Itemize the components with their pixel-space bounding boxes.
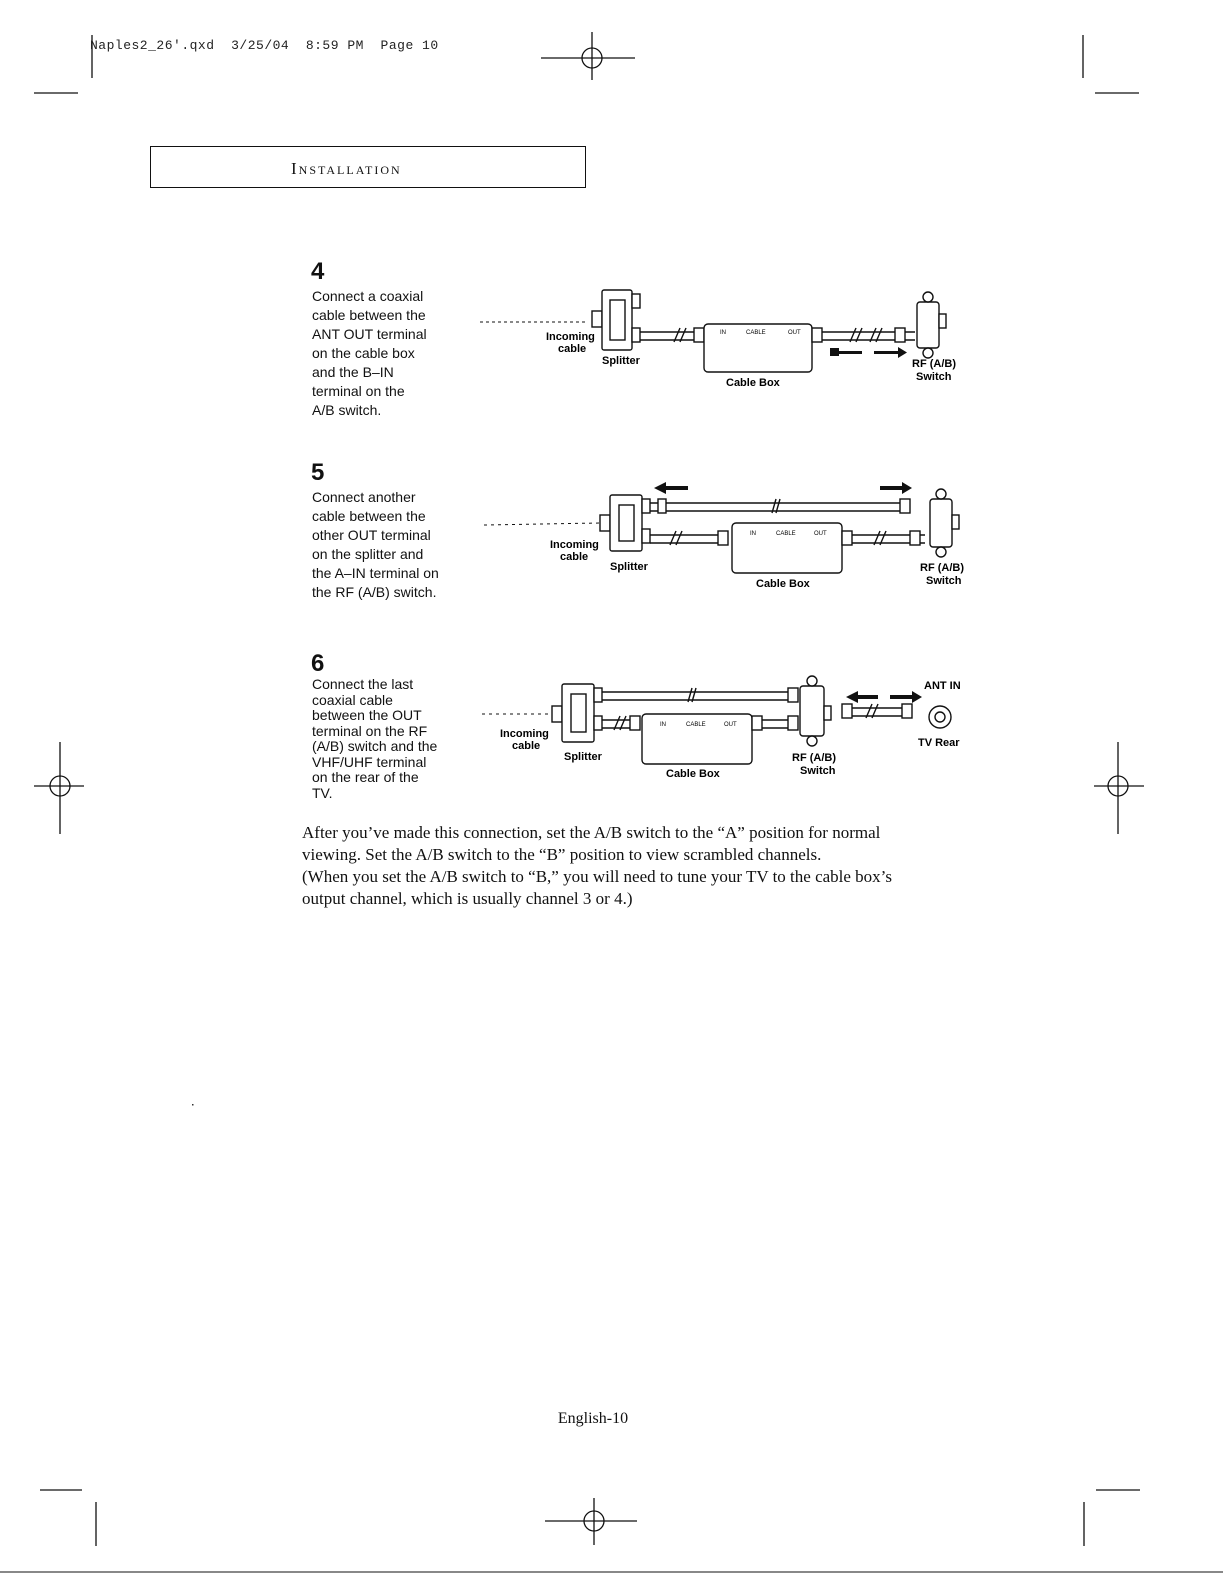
paragraph-line: (When you set the A/B switch to “B,” you will need to tune your TV to the cable box’s [302,867,893,886]
switch-label: Switch [916,371,952,383]
paragraph-line: output channel, which is usually channel 3 or 4.) [302,889,633,908]
arrow-right-icon [890,691,922,703]
step-number: 5 [311,459,325,486]
text-line: and the B–IN [312,364,394,380]
rf-switch-icon [917,302,939,348]
incoming-label: Incoming [500,728,549,740]
cable-box-label: Cable Box [726,377,780,389]
cable-box-label: Cable Box [756,578,810,590]
page-number: English-10 [557,1410,629,1427]
text-line: on the rear of the [312,769,419,785]
arrow-left-icon [830,348,862,356]
text-line: terminal on the RF [312,722,428,739]
box-in-label: IN [720,330,726,336]
text-line: (A/B) switch and the [312,738,438,754]
step-instructions [312,287,462,420]
box-cable-label: CABLE [776,531,796,537]
text-line: Connect another [312,489,416,505]
switch-label: Switch [926,575,962,587]
box-in-label: IN [750,531,756,537]
text-line: terminal on the [312,383,405,399]
section-title: Installation [291,159,402,178]
connection-diagram [470,280,990,395]
arrow-left-icon [846,691,878,703]
text-line: between the OUT [312,707,422,723]
text-line: the A–IN terminal on [312,565,439,581]
box-out-label: OUT [724,722,737,728]
splitter-label: Splitter [602,355,640,367]
section-header-box [150,146,586,188]
rf-label: RF (A/B) [920,562,964,574]
box-out-label: OUT [788,330,801,336]
incoming-label: Incoming [550,539,599,551]
rf-label: RF (A/B) [912,358,956,370]
text-line: TV. [312,784,333,801]
box-in-label: IN [660,722,666,728]
text-line: Connect the last [312,676,414,692]
paragraph-line: After you’ve made this connection, set the A/B switch to the “A” position for normal [302,823,881,842]
arrow-left-icon [654,482,688,494]
box-cable-label: CABLE [746,330,766,336]
text-line: VHF/UHF terminal [312,753,427,770]
cable-box-label: Cable Box [666,768,720,780]
paragraph-line: viewing. Set the A/B switch to the “B” position to view scrambled channels. [302,845,822,864]
arrow-right-icon [874,347,907,358]
file-slug: Naples2_26'.qxd 3/25/04 8:59 PM Page 10 [90,38,439,53]
box-out-label: OUT [814,531,827,537]
text-line: other OUT terminal [312,527,431,543]
arrow-right-icon [880,482,912,494]
text-line: ANT OUT terminal [312,326,427,342]
tv-rear-label: TV Rear [918,737,960,749]
step-instructions [312,677,472,801]
text-line: cable between the [312,508,426,524]
step-number: 6 [311,650,325,677]
text-line: on the splitter and [312,546,424,562]
step-instructions [312,488,472,602]
splitter-icon [592,311,602,327]
ant-in-label: ANT IN [924,680,961,692]
incoming-label: Incoming [546,331,595,343]
text-line: A/B switch. [312,402,382,418]
text-line: the RF (A/B) switch. [312,584,437,600]
incoming-cable-label: cable [512,740,541,752]
splitter-label: Splitter [610,561,648,573]
connection-diagram [470,475,990,595]
incoming-cable-label: cable [558,343,587,355]
text-line: coaxial cable [312,691,393,708]
box-cable-label: CABLE [686,722,706,728]
switch-label: Switch [800,765,836,777]
text-line: Connect a coaxial [312,288,424,304]
text-line: on the cable box [312,345,415,361]
instruction-paragraph [302,822,992,910]
rf-label: RF (A/B) [792,752,836,764]
splitter-label: Splitter [564,751,602,763]
connection-diagram [470,670,990,785]
text-line: cable between the [312,307,426,323]
incoming-cable-label: cable [560,551,589,563]
step-number: 4 [311,258,325,285]
